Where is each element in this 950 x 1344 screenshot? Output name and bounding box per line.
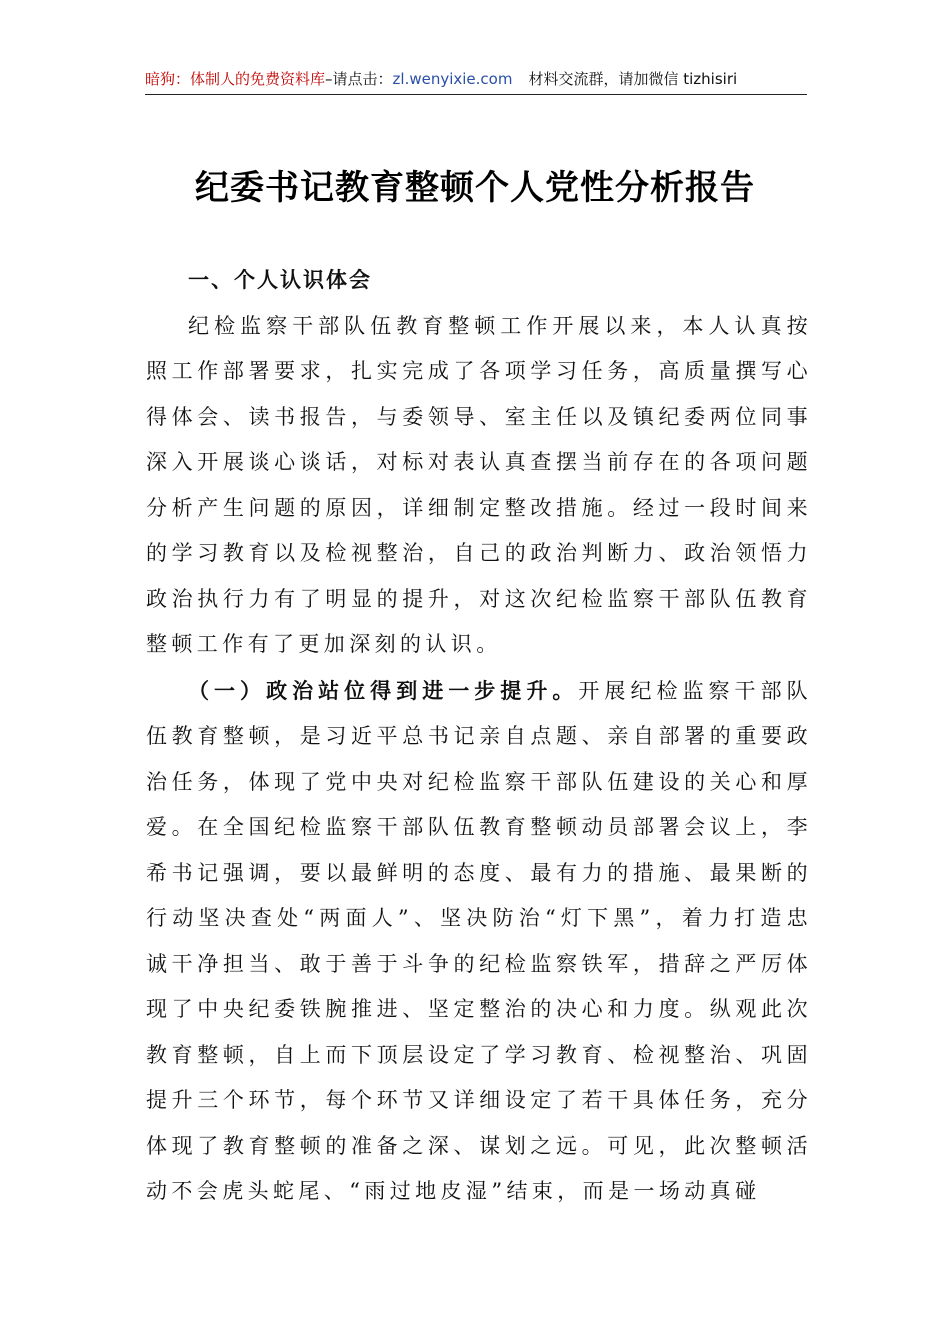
header-prompt: –请点击： <box>325 70 393 88</box>
section-heading: 一、个人认识体会 <box>188 268 372 292</box>
subsection-heading: （一）政治站位得到进一步提升。 <box>188 677 579 703</box>
page-header <box>145 66 807 95</box>
document-body <box>146 258 812 1215</box>
document-title: 纪委书记教育整顿个人党性分析报告 <box>195 168 755 208</box>
paragraph-2 <box>146 668 812 1215</box>
header-url-link[interactable]: zl.wenyixie.com <box>392 70 513 88</box>
header-brand: 暗狗：体制人的免费资料库 <box>145 70 326 88</box>
paragraph-2-body: 开展纪检监察干部队伍教育整顿，是习近平总书记亲自点题、亲自部署的重要政治任务，体现了党中央对纪检监察干部队伍建设的关心和厚爱。在全国纪检监察干部队伍教育整顿动员部署会议上，李希书记强调，要以最鲜明的态度、最有力的措施、最果断的行动坚决查处“两面人”、坚决防治“灯下黑”，着力打造忠诚干净担当、敢于善于斗争的纪检监察铁军，措辞之严厉体现了中央纪委铁腕推进、坚定整治的决心和力度。纵观此次教育整顿，自上而下顶层设定了学习教育、检视整治、巩固提升三个环节，每个环节又详细设定了若干具体任务，充分体现了教育整顿的准备之深、谋划之远。可见，此次整顿活动不会虎头蛇尾、“雨过地皮湿”结束，而是一场动真碰 <box>146 678 812 1203</box>
paragraph-1: 纪检监察干部队伍教育整顿工作开展以来，本人认真按照工作部署要求，扎实完成了各项学习任务，高质量撰写心得体会、读书报告，与委领导、室主任以及镇纪委两位同事深入开展谈心谈话，对标对表认真查摆当前存在的各项问题分析产生问题的原因，详细制定整改措施。经过一段时间来的学习教育以及检视整治，自己的政治判断力、政治领悟力政治执行力有了明显的提升，对这次纪检监察干部队伍教育整顿工作有了更加深刻的认识。 <box>146 313 812 656</box>
header-wechat: 材料交流群，请加微信 tizhisiri <box>528 70 738 88</box>
